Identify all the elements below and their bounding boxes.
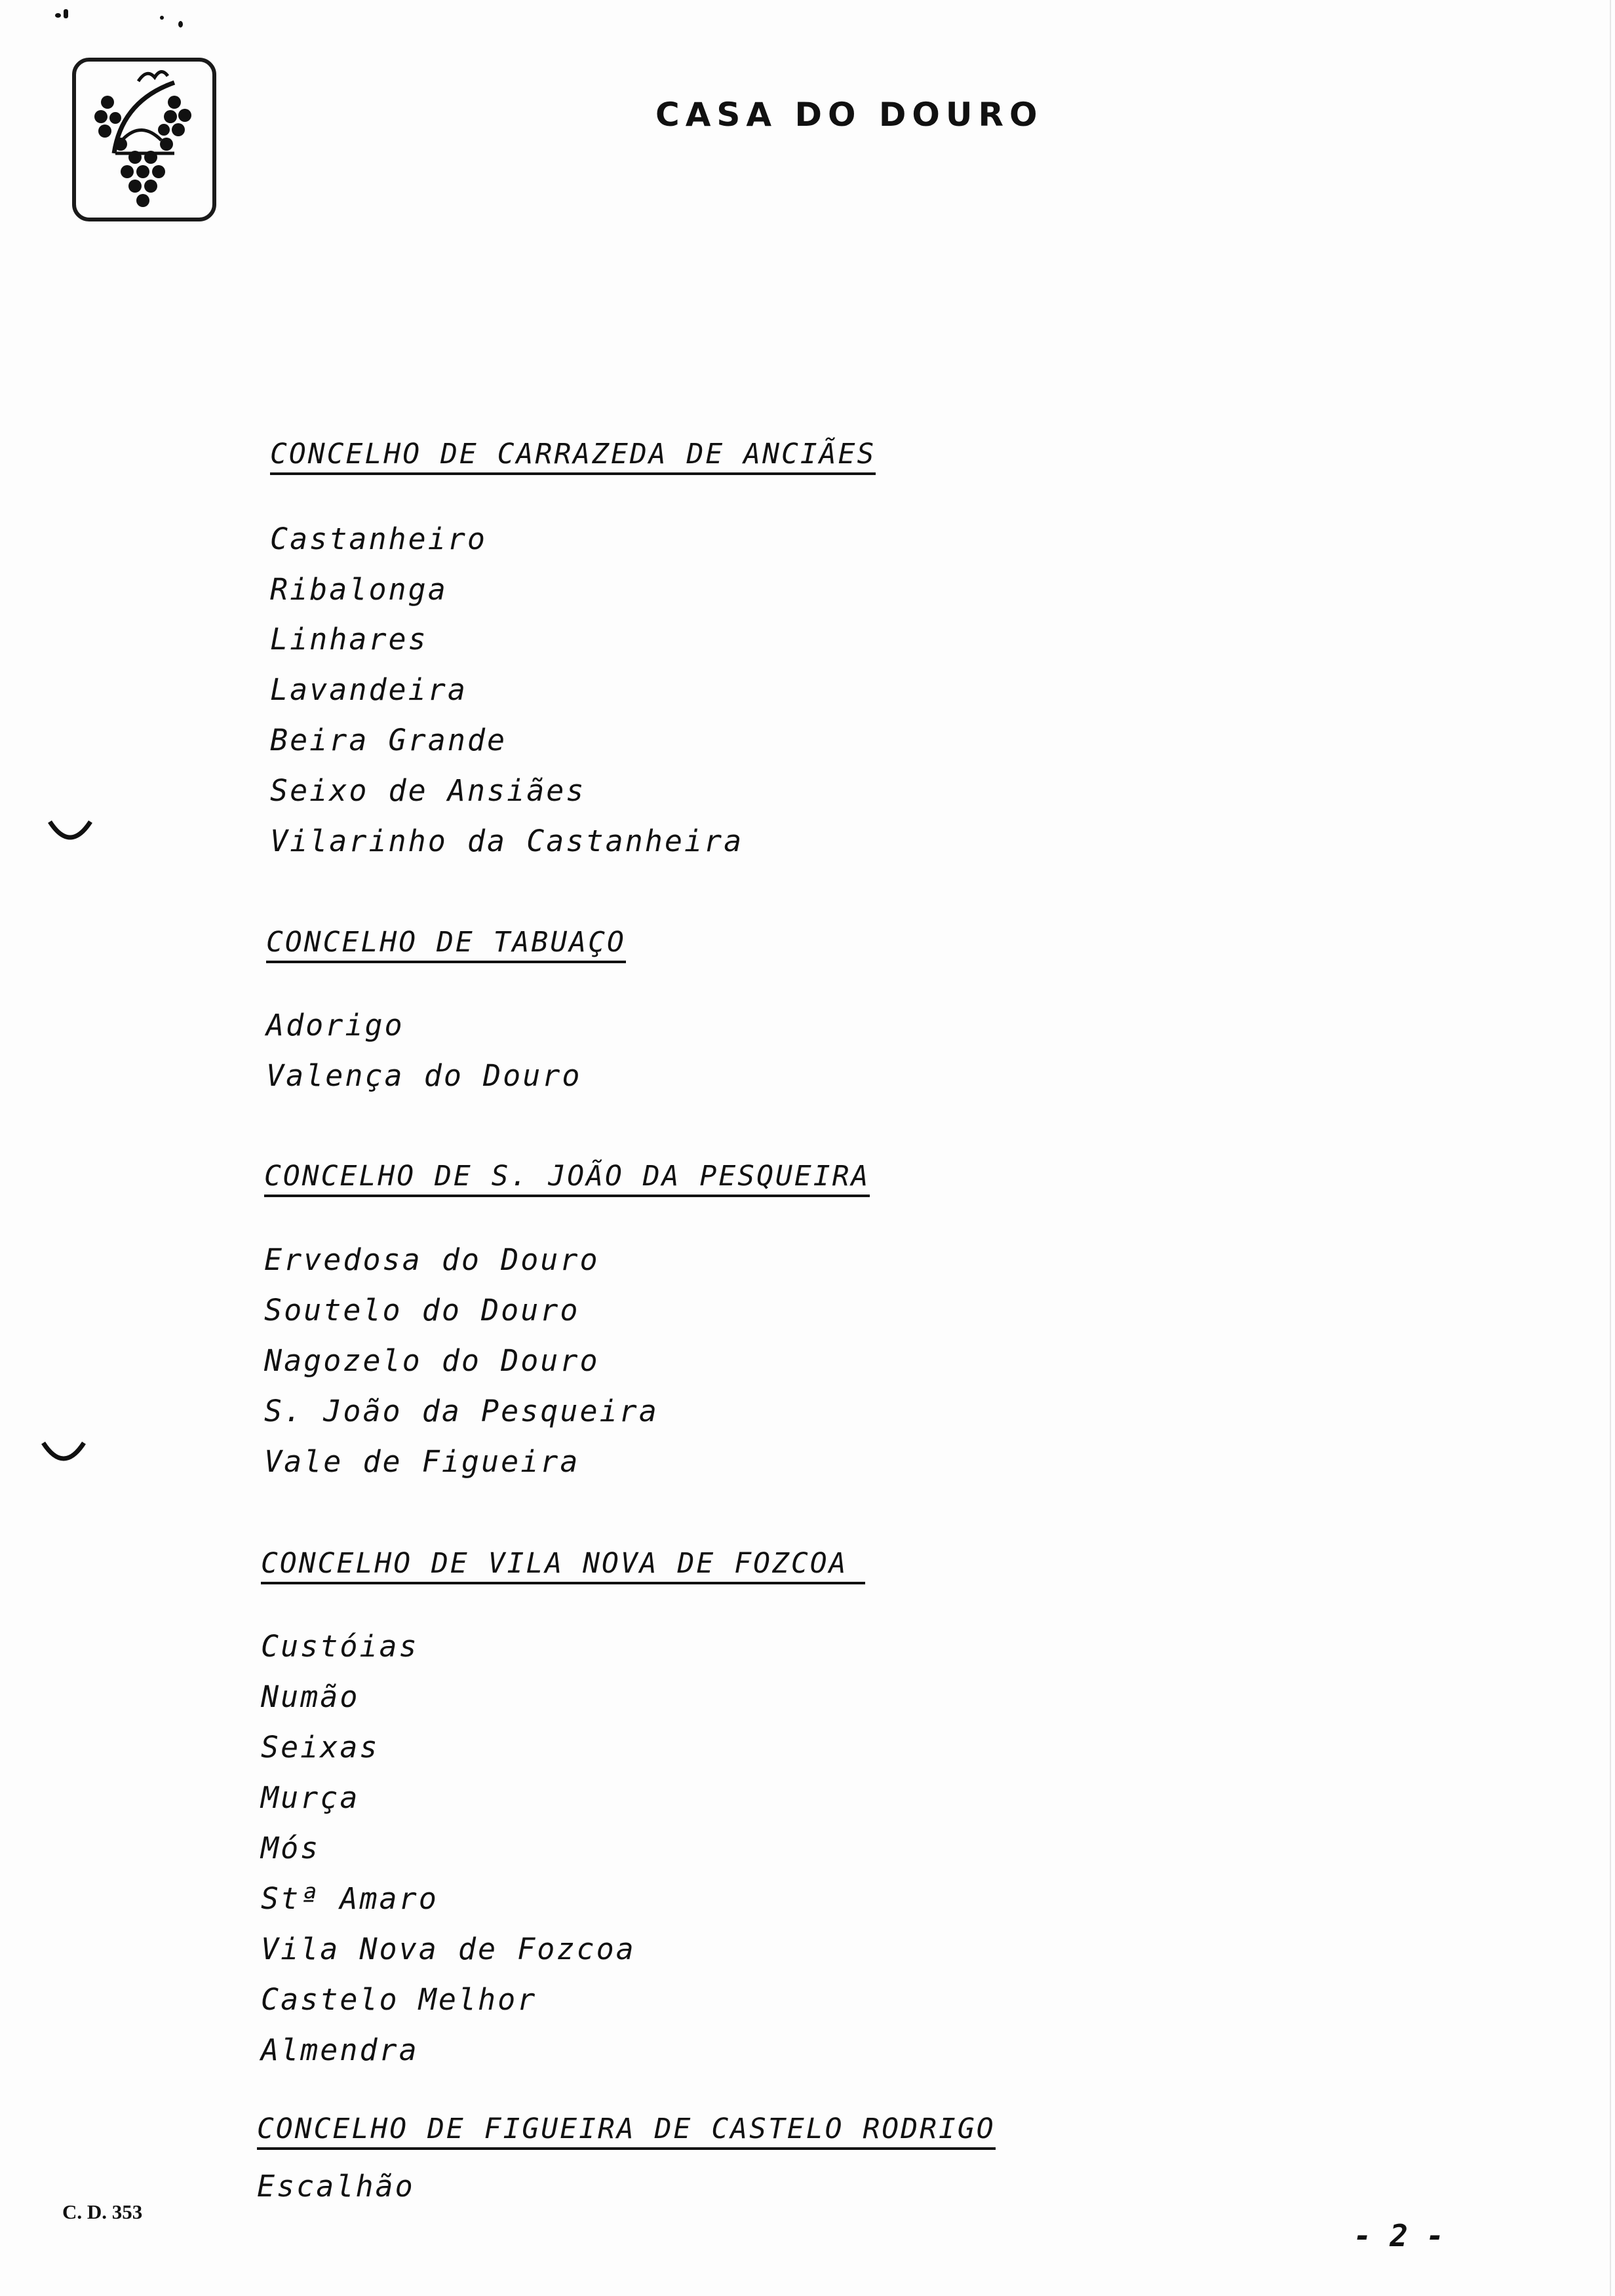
hole-punch-mark <box>41 1440 87 1466</box>
section-heading: CONCELHO DE S. JOÃO DA PESQUEIRA <box>264 1162 870 1197</box>
place-name: Almendra <box>261 2033 419 2067</box>
section-heading: CONCELHO DE FIGUEIRA DE CASTELO RODRIGO <box>257 2115 996 2150</box>
place-name: Castanheiro <box>270 522 488 556</box>
place-name: Stª Amaro <box>261 1881 438 1916</box>
hole-punch-mark <box>47 819 93 845</box>
place-name: Linhares <box>270 622 428 657</box>
section-heading: CONCELHO DE CARRAZEDA DE ANCIÃES <box>270 440 876 475</box>
place-name: Custóias <box>261 1629 419 1664</box>
section-heading: CONCELHO DE VILA NOVA DE FOZCOA <box>261 1550 865 1584</box>
place-name: Vilarinho da Castanheira <box>270 824 744 858</box>
section-heading: CONCELHO DE TABUAÇO <box>266 928 626 963</box>
place-name: Soutelo do Douro <box>264 1293 580 1328</box>
place-name: S. João da Pesqueira <box>264 1394 659 1428</box>
place-name: Vila Nova de Fozcoa <box>261 1932 636 1966</box>
place-name: Adorigo <box>266 1008 404 1043</box>
place-name: Beira Grande <box>270 723 507 757</box>
header-title: CASA DO DOURO <box>655 96 1043 134</box>
place-name: Castelo Melhor <box>261 1982 537 2017</box>
place-name: Mós <box>261 1831 321 1866</box>
document-code: C. D. 353 <box>62 2200 143 2223</box>
place-name: Valença do Douro <box>266 1058 582 1093</box>
place-name: Seixo de Ansiães <box>270 773 586 808</box>
place-name: Ervedosa do Douro <box>264 1242 600 1277</box>
place-name: Escalhão <box>257 2169 415 2204</box>
place-name: Nagozelo do Douro <box>264 1343 600 1378</box>
place-name: Seixas <box>261 1730 379 1765</box>
place-name: Numão <box>261 1679 360 1714</box>
place-name: Lavandeira <box>270 672 467 707</box>
page-number: - 2 - <box>1353 2218 1445 2253</box>
place-name: Murça <box>261 1780 360 1815</box>
place-name: Ribalonga <box>270 572 448 607</box>
place-name: Vale de Figueira <box>264 1444 580 1479</box>
